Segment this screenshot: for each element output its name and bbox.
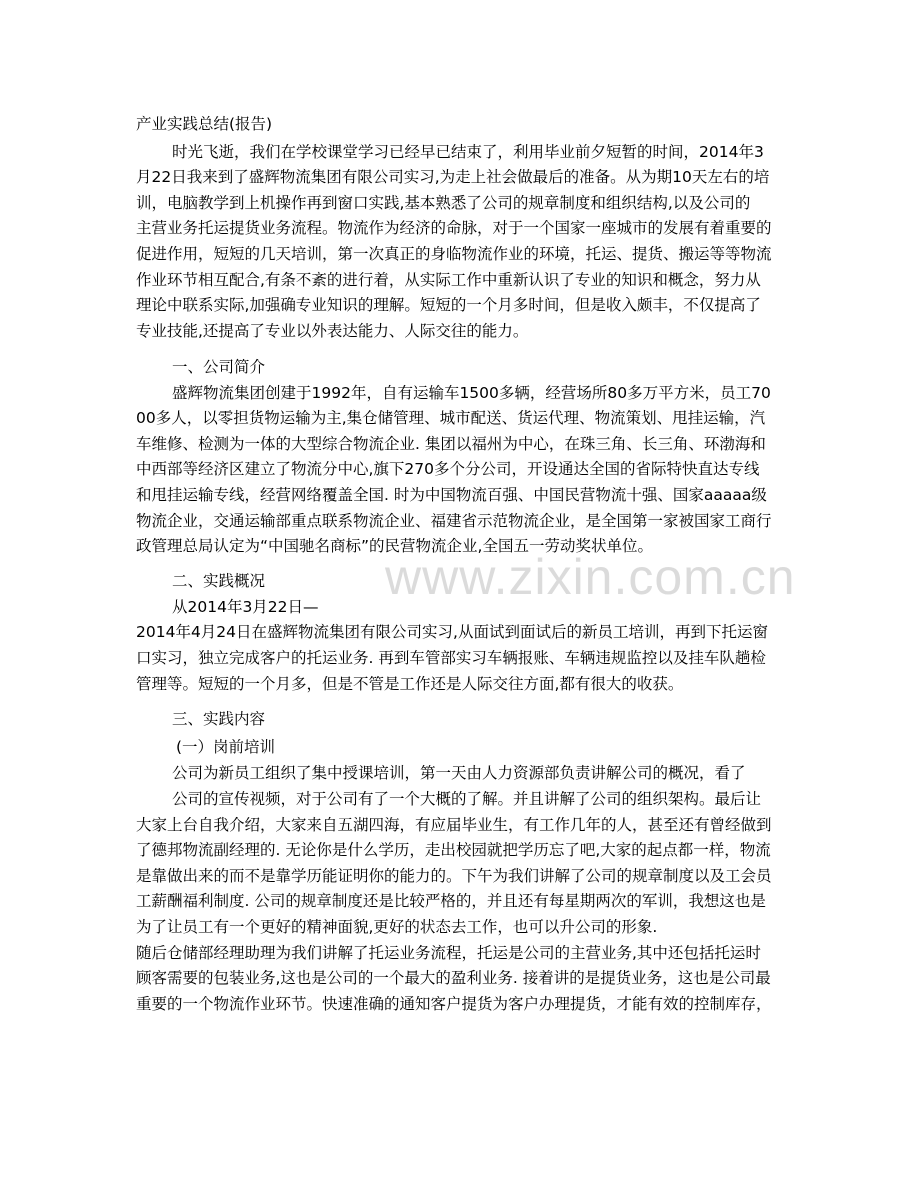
paragraph-line: 管理等。短短的一个月多，但是不管是工作还是人际交往方面,都有很大的收获。	[136, 675, 684, 693]
section-heading: 一、公司简介	[172, 358, 266, 376]
watermark: www.zixin.com.cn	[385, 549, 796, 605]
paragraph-line: 为了让员工有一个更好的精神面貌,更好的状态去工作，也可以升公司的形象.	[136, 918, 658, 936]
section-heading: 三、实践内容	[172, 710, 266, 728]
paragraph-line: 促进作用，短短的几天培训，第一次真正的身临物流作业的环境，托运、提货、搬运等等物流	[136, 245, 772, 263]
paragraph-line: 作业环节相互配合,有条不紊的进行着，从实际工作中重新认识了专业的知识和概念，努力从	[136, 271, 761, 289]
paragraph-line: 大家上台自我介绍，大家来自五湖四海，有应届毕业生，有工作几年的人，甚至还有曾经做到	[136, 816, 772, 834]
paragraph-line: 重要的一个物流作业环节。快速准确的通知客户提货为客户办理提货，才能有效的控制库存，	[136, 995, 772, 1013]
paragraph-line: 00多人，以零担货物运输为主,集仓储管理、城市配送、货运代理、物流策划、甩挂运输，汽	[136, 409, 766, 427]
subsection-heading: (一）岗前培训	[176, 738, 276, 756]
paragraph-line: 政管理总局认定为“中国驰名商标”的民营物流企业,全国五一劳动奖状单位。	[136, 537, 653, 555]
paragraph-line: 顾客需要的包装业务,这也是公司的一个最大的盈利业务. 接着讲的是提货业务，这也是公司最	[136, 969, 771, 987]
paragraph-line: 口实习，独立完成客户的托运业务. 再到车管部实习车辆报账、车辆违规监控以及挂车队趟检	[136, 649, 766, 667]
paragraph-line: 月22日我来到了盛辉物流集团有限公司实习,为走上社会做最后的准备。从为期10天左右的培	[136, 168, 770, 186]
paragraph-line: 了德邦物流副经理的. 无论你是什么学历，走出校园就把学历忘了吧,大家的起点都一样，物流	[136, 841, 771, 859]
paragraph-line: 车维修、检测为一体的大型综合物流企业. 集团以福州为中心，在珠三角、长三角、环渤海和	[136, 435, 766, 453]
paragraph-line: 中西部等经济区建立了物流分中心,旗下270多个分公司，开设通达全国的省际特快直达专线	[136, 460, 760, 478]
paragraph-line: 时光飞逝，我们在学校课堂学习已经早已结束了，利用毕业前夕短暂的时间，2014年3	[172, 143, 764, 161]
paragraph-line: 随后仓储部经理助理为我们讲解了托运业务流程，托运是公司的主营业务,其中还包括托运时	[136, 944, 761, 962]
paragraph-line: 和甩挂运输专线，经营网络覆盖全国. 时为中国物流百强、中国民营物流十强、国家aaaaa级	[136, 486, 767, 504]
paragraph-line: 物流企业，交通运输部重点联系物流企业、福建省示范物流企业，是全国第一家被国家工商行	[136, 512, 772, 530]
paragraph-line: 专业技能,还提高了专业以外表达能力、人际交往的能力。	[136, 322, 529, 340]
paragraph-line: 主营业务托运提货业务流程。物流作为经济的命脉，对于一个国家一座城市的发展有着重要的	[136, 219, 772, 237]
section-heading: 二、实践概况	[172, 572, 266, 590]
document-title: 产业实践总结(报告)	[136, 115, 273, 133]
paragraph-line: 理论中联系实际,加强确专业知识的理解。短短的一个月多时间，但是收入颇丰，不仅提高了	[136, 296, 761, 314]
paragraph-line: 工薪酬福利制度. 公司的规章制度还是比较严格的，并且还有每星期两次的军训，我想这也是	[136, 892, 766, 910]
paragraph-line: 2014年4月24日在盛辉物流集团有限公司实习,从面试到面试后的新员工培训，再到下托运窗	[136, 623, 768, 641]
paragraph-line: 训，电脑教学到上机操作再到窗口实践,基本熟悉了公司的规章制度和组织结构,以及公司的	[136, 194, 751, 212]
paragraph-line: 公司为新员工组织了集中授课培训，第一天由人力资源部负责讲解公司的概况，看了	[172, 764, 746, 782]
paragraph-line: 从2014年3月22日—	[172, 598, 319, 616]
paragraph-line: 公司的宣传视频，对于公司有了一个大概的了解。并且讲解了公司的组织架构。最后让	[172, 790, 762, 808]
paragraph-line: 是靠做出来的而不是靠学历能证明你的能力的。下午为我们讲解了公司的规章制度以及工会员	[136, 867, 772, 885]
paragraph-line: 盛辉物流集团创建于1992年，自有运输车1500多辆，经营场所80多万平方米，员工70	[172, 384, 771, 402]
